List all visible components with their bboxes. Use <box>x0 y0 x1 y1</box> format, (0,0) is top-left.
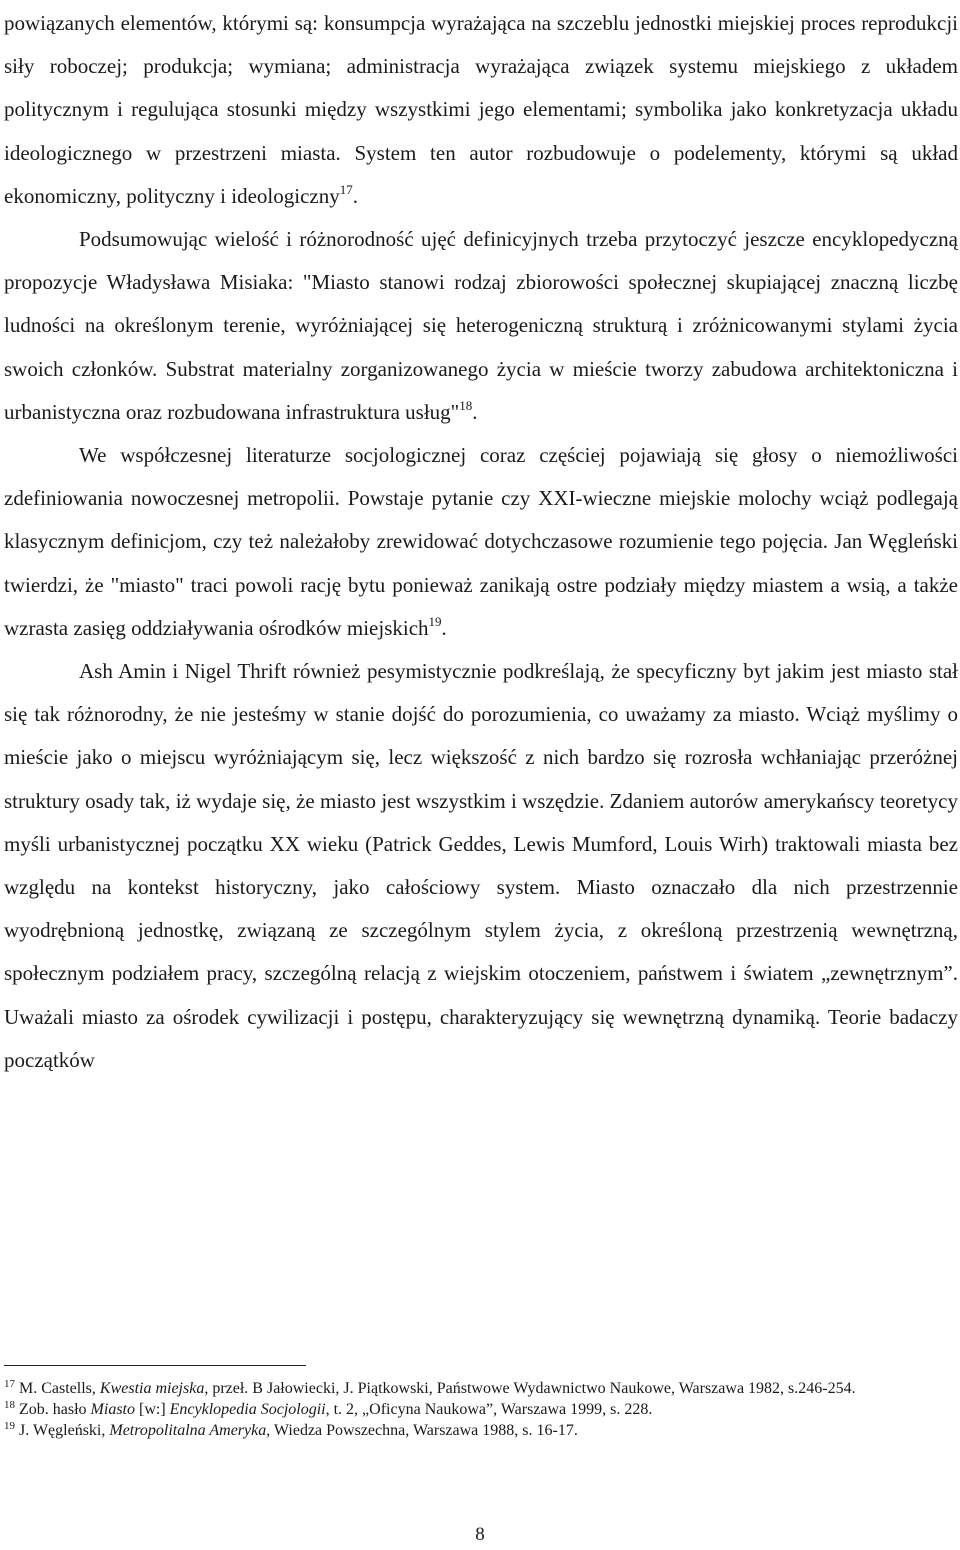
footnote-text: M. Castells, <box>15 1380 100 1397</box>
footnote-17 <box>4 1378 958 1399</box>
paragraph-4-text: Ash Amin i Nigel Thrift również pesymistycznie podkreślają, że specyficzny byt jakim jest miasto stał się tak różnorodny, że nie jesteśmy w stanie dojść do porozumienia, co uważamy za miasto. Wciąż myślimy o mieście jako o miejscu wyróżniającym się, lecz większość z nich bardzo się rozrosła wchłaniając przeróżnej struktury osady tak, iż wydaje się, że miasto jest wszystkim i wszędzie. Zdaniem autorów amerykańscy teoretycy myśli urbanistycznej początku XX wieku (Patrick Geddes, Lewis Mumford, Louis Wirh) traktowali miasta bez względu na kontekst historyczny, jako całościowy system. Miasto oznaczało dla nich przestrzennie wyodrębnioną jednostkę, związaną ze szczególnym stylem życia, z określoną przestrzenią wewnętrzną, społecznym podziałem pracy, szczególną relacją z wiejskim otoczeniem, państwem i światem „zewnętrznym”. Uważali miasto za ośrodek cywilizacji i postępu, charakteryzujący się wewnętrzną dynamiką. Teorie badaczy początków <box>4 659 958 1072</box>
footnotes <box>4 1378 958 1441</box>
paragraph-1-text: powiązanych elementów, którymi są: konsumpcja wyrażająca na szczeblu jednostki miejskiej proces reprodukcji siły roboczej; produkcja; wymiana; administracja wyrażająca związek systemu miejskiego z układem politycznym i regulująca stosunki między wszystkimi jego elementami; symbolika jako konkretyzacja układu ideologicznego w przestrzeni miasta. System ten autor rozbudowuje o podelementy, którymi są układ ekonomiczny, polityczny i ideologiczny <box>4 11 958 208</box>
paragraph-1-end: . <box>352 183 358 208</box>
footnote-text: J. Węgleński, <box>15 1422 110 1439</box>
body-text <box>4 2 958 1082</box>
footnote-ref-19[interactable]: 19 <box>428 613 442 629</box>
paragraph-3-text: We współczesnej literaturze socjologicznej coraz częściej pojawiają się głosy o niemożliwości zdefiniowania nowoczesnej metropolii. Powstaje pytanie czy XXI-wieczne miejskie molochy wciąż podlegają klasycznym definicjom, czy też należałoby zrewidować dotychczasowe rozumienie tego pojęcia. Jan Węgleński twierdzi, że "miasto" traci powoli rację bytu ponieważ zanikają ostre podziały między miastem a wsią, a także wzrasta zasięg oddziaływania ośrodków miejskich <box>4 443 958 640</box>
footnote-ref-18[interactable]: 18 <box>459 397 473 413</box>
paragraph-3 <box>4 434 958 650</box>
footnote-number: 18 <box>4 1399 15 1411</box>
footnote-text: , przeł. B Jałowiecki, J. Piątkowski, Państwowe Wydawnictwo Naukowe, Warszawa 1982, s.246-254. <box>204 1380 856 1397</box>
paragraph-3-end: . <box>441 615 447 640</box>
footnote-number: 17 <box>4 1378 15 1390</box>
footnote-text: [w:] <box>135 1401 170 1418</box>
paragraph-4 <box>4 650 958 1082</box>
page-number: 8 <box>475 1524 485 1545</box>
footnote-ref-17[interactable]: 17 <box>339 181 353 197</box>
paragraph-2 <box>4 218 958 434</box>
footnote-text: Zob. hasło <box>15 1401 91 1418</box>
footnote-separator <box>4 1365 306 1366</box>
footnote-number: 19 <box>4 1420 15 1432</box>
paragraph-1 <box>4 2 958 218</box>
footnote-title: Miasto <box>90 1401 135 1418</box>
footnote-18 <box>4 1399 958 1420</box>
footnote-19 <box>4 1420 958 1441</box>
footnote-title: Encyklopedia Socjologii <box>169 1401 326 1418</box>
footnote-title: Metropolitalna Ameryka <box>109 1422 267 1439</box>
paragraph-2-end: . <box>472 399 478 424</box>
footnote-text: , t. 2, „Oficyna Naukowa”, Warszawa 1999, s. 228. <box>325 1401 653 1418</box>
footnote-title: Kwestia miejska <box>99 1380 205 1397</box>
paragraph-2-text: Podsumowując wielość i różnorodność ujęć definicyjnych trzeba przytoczyć jeszcze encyklopedyczną propozycje Władysława Misiaka: "Miasto stanowi rodzaj zbiorowości społecznej skupiającej znaczną liczbę ludności na określonym terenie, wyróżniającej się heterogeniczną strukturą i zróżnicowanymi stylami życia swoich członków. Substrat materialny zorganizowanego życia w mieście tworzy zabudowa architektoniczna i urbanistyczna oraz rozbudowana infrastruktura usług" <box>4 227 958 424</box>
footnote-text: , Wiedza Powszechna, Warszawa 1988, s. 16-17. <box>266 1422 578 1439</box>
